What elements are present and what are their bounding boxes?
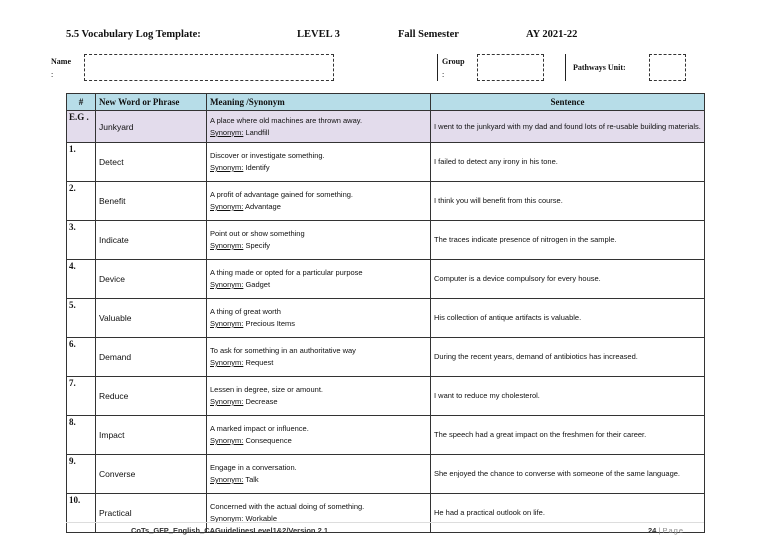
row-number: 1. (67, 143, 96, 182)
footer-divider (66, 522, 704, 523)
row-number: 3. (67, 221, 96, 260)
row-number: 6. (67, 338, 96, 377)
vocab-word: Impact (96, 416, 207, 455)
row-number: E.G . (67, 111, 96, 143)
vocab-word: Benefit (96, 182, 207, 221)
synonym-value: Advantage (245, 202, 281, 211)
vocab-word: Reduce (96, 377, 207, 416)
vocab-word: Valuable (96, 299, 207, 338)
meaning-cell (207, 143, 431, 182)
table-row (67, 416, 705, 455)
row-number: 4. (67, 260, 96, 299)
meaning-cell (207, 111, 431, 143)
vocab-word: Junkyard (96, 111, 207, 143)
example-sentence: During the recent years, demand of antibiotics has increased. (431, 338, 705, 377)
group-label: Group (442, 57, 465, 66)
synonym-value: Identify (245, 163, 270, 172)
example-sentence: Computer is a device compulsory for every house. (431, 260, 705, 299)
footer-document-id: CoTs_GFP_English_CAGuidelinesLevel1&2/Version 2.1 (131, 526, 329, 535)
vocab-word: Indicate (96, 221, 207, 260)
example-sentence: The traces indicate presence of nitrogen in the sample. (431, 221, 705, 260)
pathways-unit-label: Pathways Unit: (573, 63, 626, 72)
table-row (67, 143, 705, 182)
footer-page-number (648, 526, 684, 535)
vocab-word: Demand (96, 338, 207, 377)
example-sentence: The speech had a great impact on the freshmen for their career. (431, 416, 705, 455)
synonym-value: Gadget (245, 280, 271, 289)
table-row (67, 221, 705, 260)
synonym-label: Synonym: (210, 358, 244, 367)
semester-label: Fall Semester (398, 29, 459, 40)
template-title: 5.5 Vocabulary Log Template: (66, 29, 201, 40)
example-sentence: He had a practical outlook on life. (431, 494, 705, 533)
row-number: 10. (67, 494, 96, 533)
synonym-line (210, 279, 427, 291)
meaning-cell (207, 182, 431, 221)
synonym-line (210, 396, 427, 408)
synonym-label: Synonym: (210, 280, 244, 289)
synonym-value: Workable (245, 514, 277, 523)
synonym-line (210, 201, 427, 213)
meaning-text: Lessen in degree, size or amount. (210, 385, 323, 394)
col-header-meaning: Meaning /Synonym (207, 94, 431, 111)
page-separator: | (658, 526, 661, 535)
synonym-line (210, 127, 427, 139)
row-number: 9. (67, 455, 96, 494)
synonym-label: Synonym: (210, 163, 244, 172)
example-sentence: She enjoyed the chance to converse with someone of the same language. (431, 455, 705, 494)
example-sentence: I think you will benefit from this course. (431, 182, 705, 221)
row-number: 7. (67, 377, 96, 416)
synonym-label: Synonym: (210, 475, 244, 484)
row-number: 5. (67, 299, 96, 338)
vocabulary-table (66, 93, 705, 533)
example-row (67, 111, 705, 143)
row-number: 2. (67, 182, 96, 221)
example-sentence: His collection of antique artifacts is valuable. (431, 299, 705, 338)
synonym-line (210, 435, 427, 447)
meaning-cell (207, 377, 431, 416)
meaning-text: A thing of great worth (210, 307, 281, 316)
example-sentence: I went to the junkyard with my dad and found lots of re-usable building materials. (431, 111, 705, 143)
page-number: 24 (648, 526, 657, 535)
vocab-word: Detect (96, 143, 207, 182)
vocab-word: Device (96, 260, 207, 299)
vocab-word: Converse (96, 455, 207, 494)
synonym-label: Synonym: (210, 202, 244, 211)
synonym-value: Precious Items (245, 319, 296, 328)
group-colon: : (442, 70, 445, 79)
example-sentence: I want to reduce my cholesterol. (431, 377, 705, 416)
meaning-text: Discover or investigate something. (210, 151, 325, 160)
meaning-cell (207, 299, 431, 338)
synonym-label: Synonym: (210, 436, 244, 445)
page-word: Page (662, 526, 685, 535)
synonym-value: Talk (245, 475, 259, 484)
synonym-value: Landfill (245, 127, 270, 137)
col-header-number: # (67, 94, 96, 111)
meaning-text: A profit of advantage gained for something. (210, 190, 354, 199)
meaning-text: A place where old machines are thrown away. (210, 115, 363, 125)
synonym-label: Synonym: (210, 127, 244, 137)
group-divider (437, 54, 438, 81)
synonym-label: Synonym: (210, 397, 244, 406)
example-sentence: I failed to detect any irony in his tone. (431, 143, 705, 182)
synonym-line (210, 357, 427, 369)
table-row (67, 338, 705, 377)
synonym-value: Decrease (245, 397, 278, 406)
table-row (67, 182, 705, 221)
meaning-text: A marked impact or influence. (210, 424, 309, 433)
meaning-cell (207, 338, 431, 377)
synonym-line (210, 318, 427, 330)
synonym-value: Request (245, 358, 274, 367)
academic-year-label: AY 2021-22 (526, 29, 578, 40)
meaning-text: Engage in a conversation. (210, 463, 297, 472)
meaning-text: Point out or show something (210, 229, 305, 238)
meaning-text: To ask for something in an authoritative way (210, 346, 356, 355)
group-field[interactable] (477, 54, 544, 81)
synonym-line (210, 240, 427, 252)
table-row (67, 455, 705, 494)
name-label: Name (51, 57, 71, 66)
meaning-text: A thing made or opted for a particular purpose (210, 268, 363, 277)
vocab-word: Practical (96, 494, 207, 533)
table-body (67, 111, 705, 533)
meaning-cell (207, 455, 431, 494)
synonym-label: Synonym: (210, 514, 244, 523)
synonym-line (210, 162, 427, 174)
meaning-cell (207, 260, 431, 299)
synonym-label: Synonym: (210, 319, 244, 328)
synonym-line (210, 474, 427, 486)
meaning-cell (207, 416, 431, 455)
table-row (67, 299, 705, 338)
row-number: 8. (67, 416, 96, 455)
meaning-cell (207, 221, 431, 260)
name-field[interactable] (84, 54, 334, 81)
name-colon: : (51, 70, 54, 79)
table-row (67, 377, 705, 416)
col-header-word: New Word or Phrase (96, 94, 207, 111)
synonym-line (210, 513, 427, 525)
meaning-text: Concerned with the actual doing of something. (210, 502, 365, 511)
pathways-divider (565, 54, 566, 81)
synonym-value: Consequence (245, 436, 292, 445)
table-row (67, 260, 705, 299)
level-label: LEVEL 3 (297, 29, 340, 40)
table-header-row (67, 94, 705, 111)
pathways-unit-field[interactable] (649, 54, 686, 81)
synonym-label: Synonym: (210, 241, 244, 250)
col-header-sentence: Sentence (431, 94, 705, 111)
synonym-value: Specify (245, 241, 271, 250)
